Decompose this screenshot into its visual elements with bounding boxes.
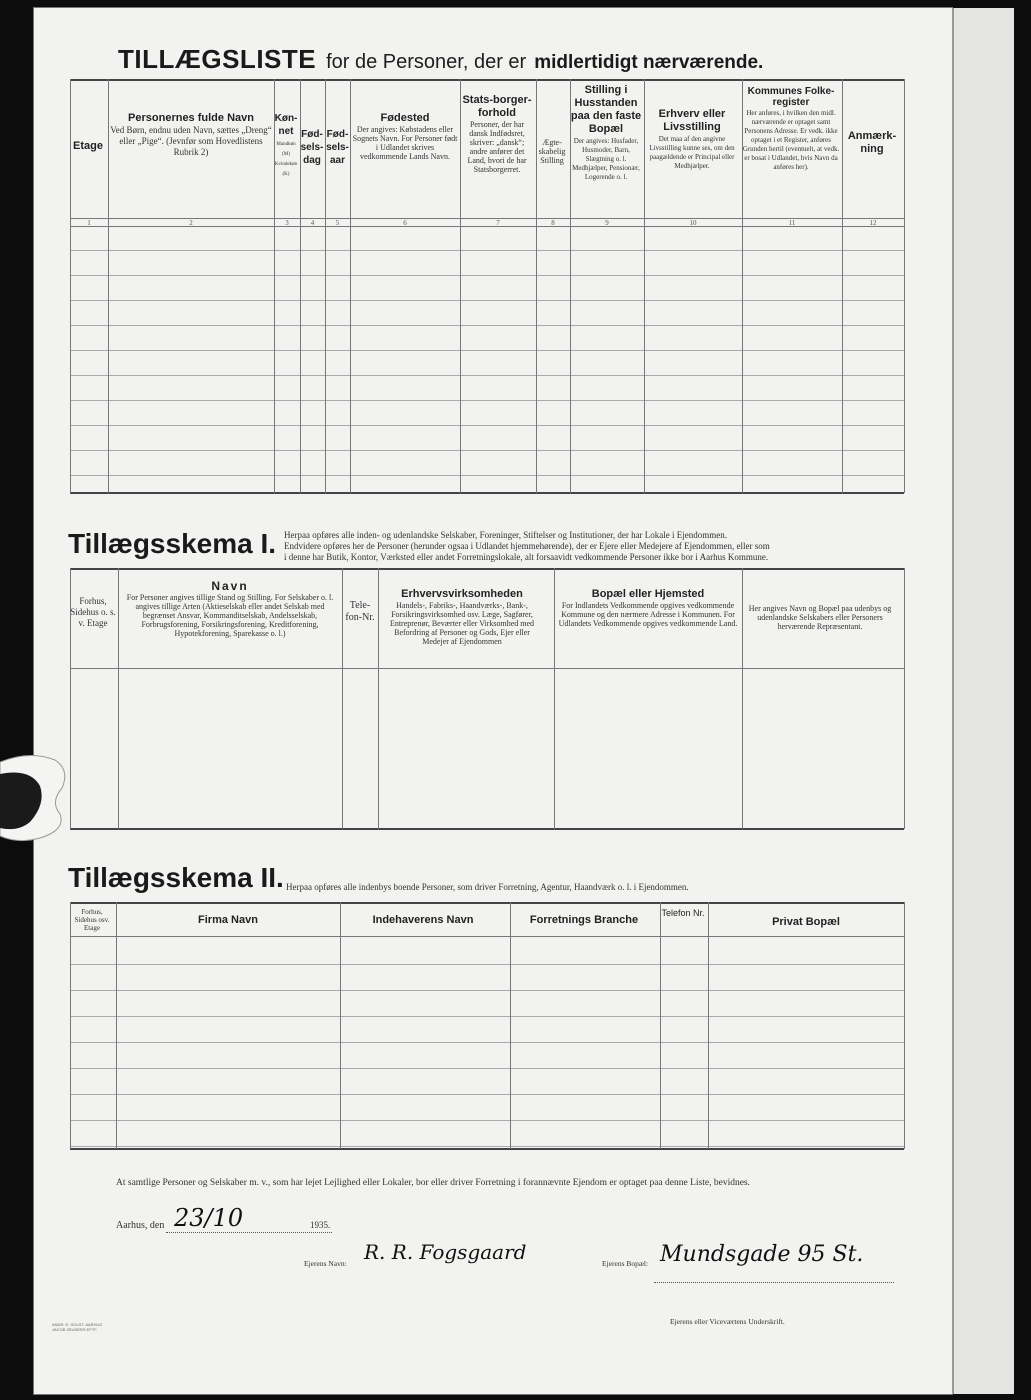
list-column-number: 6 <box>403 219 407 227</box>
list-column-number: 8 <box>551 219 555 227</box>
skema2-row-line <box>70 1094 904 1095</box>
printer-mark: ANDR. E. HOLST. AARHUS JACOB ZEUNERS EFTF. <box>52 1322 103 1332</box>
list-header-kon: Køn-net Mandkøn (M) Kvindekøn (K) <box>274 113 298 177</box>
list-column-number: 7 <box>496 219 500 227</box>
skema2-header-telefon: Telefon Nr. <box>661 908 705 918</box>
list-column-line <box>108 79 109 493</box>
list-column-number: 2 <box>189 219 193 227</box>
skema1-header-telefon: Tele-fon-Nr. <box>345 600 375 623</box>
list-header-fodselsdag: Fød-sels-dag <box>300 129 324 166</box>
skema2-header-branche: Forretnings Branche <box>529 914 639 926</box>
skema1-column-line <box>378 568 379 829</box>
list-row-line <box>70 450 904 451</box>
list-column-number: 10 <box>689 219 697 227</box>
list-column-number: 1 <box>87 219 91 227</box>
skema1-column-line <box>742 568 743 829</box>
next-page-edge <box>952 8 1014 1394</box>
list-row-line <box>70 400 904 401</box>
skema2-column-line <box>510 902 511 1149</box>
owner-addr-label: Ejerens Bopæl: <box>602 1259 649 1268</box>
skema2-column-line <box>708 902 709 1149</box>
list-header-folkeregister: Kommunes Folke-register Her anføres, i hvilken den midl. nærværende er optaget samt Personens Adresse. Er vedk. ikke optaget i et Register, anføres Grunden hertil (eventuelt, at vedk. er bosat i Udlandet, hvis Navn da anføres her). <box>742 86 840 171</box>
skema2-row-line <box>70 1146 904 1147</box>
list-header-erhverv: Erhverv eller Livsstilling Det maa af den angivne Livsstilling kunne ses, om den paagældende er Principal eller Medhjælper. <box>649 108 735 170</box>
skema2-column-line <box>116 902 117 1149</box>
list-header-aegteskab: Ægte-skabelig Stilling <box>538 138 566 165</box>
main-title-bold: TILLÆGSLISTE <box>118 44 317 74</box>
skema2-description: Herpaa opføres alle indenbys boende Personer, som driver Forretning, Agentur, Haandværk o. l. i Ejendommen. <box>286 882 689 892</box>
list-row-line <box>70 350 904 351</box>
list-header-fodselsaar: Fød-sels-aar <box>326 129 349 166</box>
list-column-line <box>350 79 351 493</box>
list-header-fodested: Fødested Der angives: Købstadens eller Sognets Navn. For Personer født i Udlandet skrives vedkommende Lands Navn. <box>352 112 458 161</box>
signature-label: Ejerens eller Viceværtens Underskrift. <box>670 1317 785 1326</box>
list-column-line <box>904 79 905 493</box>
skema2-column-line <box>904 902 905 1149</box>
owner-name-label: Ejerens Navn: <box>304 1259 347 1268</box>
list-row-line <box>70 375 904 376</box>
list-column-number: 9 <box>605 219 609 227</box>
skema2-row-line <box>70 990 904 991</box>
skema2-header-firma: Firma Navn <box>198 914 258 926</box>
skema1-column-line <box>904 568 905 829</box>
skema1-header-erhverv: Erhvervsvirksomheden Handels-, Fabriks-, Haandværks-, Bank-, Forsikringsvirksomhed osv. Læge, Sagfører, Entreprenør, Beværter eller Virksomhed med Befordring af Personer og Gods, Ejer eller Medejer af Ejendommen <box>389 588 535 646</box>
skema1-header-bopael: Bopæl eller Hjemsted For Indlandets Vedkommende opgives vedkommende Kommune og den nærmere Adresse i Kommunen. For Udlandets Vedkommende opgives vedkommende Land. <box>558 588 738 628</box>
list-column-number: 11 <box>788 219 796 227</box>
list-row-line <box>70 250 904 251</box>
list-row-line <box>70 425 904 426</box>
list-column-number: 4 <box>310 219 315 227</box>
date-line <box>166 1232 332 1233</box>
skema1-header-repraesentant: Her angives Navn og Bopæl paa udenbys og udenlandske Selskabers eller Personers herværende Repræsentant. <box>748 604 892 631</box>
skema2-row-line <box>70 1042 904 1043</box>
skema1-description: Herpaa opføres alle inden- og udenlandske Selskaber, Foreninger, Stiftelser og Institutioner, der har Lokale i Ejendommen. Endvidere opføres her de Personer (herunder ogsaa i Udlandet hjemmehørende), der er Ejere eller Medejere af Ejendommen, eller som i denne har Butik, Kontor, Værksted eller andet Forretningslokale, alt forsaavidt vedkommende Personer ikke bor i Aarhus Kommune. <box>284 530 770 562</box>
skema1-title: Tillægsskema I. <box>68 528 277 559</box>
list-header-anmaerkning: Anmærk-ning <box>847 130 897 155</box>
skema2-header-indehaver: Indehaverens Navn <box>372 914 474 926</box>
list-row-line <box>70 325 904 326</box>
footer-statement: At samtlige Personer og Selskaber m. v., som har lejet Lejlighed eller Lokaler, bor eller driver Forretning i forannævnte Ejendom er optaget paa denne Liste, bevidnes. <box>116 1178 750 1188</box>
skema2-column-line <box>340 902 341 1149</box>
main-title-rest: for de Personer, der er <box>326 51 527 73</box>
skema2-header-bopael: Privat Bopæl <box>772 916 840 928</box>
owner-addr-handwritten: Mundsgade 95 St. <box>660 1242 864 1267</box>
binder-clip-icon <box>0 752 70 842</box>
skema2-row-line <box>70 1120 904 1121</box>
signature-line <box>654 1282 894 1283</box>
footer-place-label: Aarhus, den <box>116 1220 165 1231</box>
list-column-number: 5 <box>335 219 340 227</box>
skema2-column-line <box>70 902 71 1149</box>
skema1-column-line <box>554 568 555 829</box>
skema2-header-etage: Forhus, Sidehus osv. Etage <box>74 908 110 932</box>
form-page <box>34 8 952 1394</box>
skema1-header-etage: Forhus, Sidehus o. s. v. Etage <box>70 596 116 628</box>
owner-name-handwritten: R. R. Fogsgaard <box>364 1240 527 1264</box>
date-handwritten: 23/10 <box>174 1204 244 1232</box>
list-column-number: 3 <box>285 219 289 227</box>
list-column-number: 12 <box>869 219 877 227</box>
footer-year: 1935. <box>310 1220 331 1230</box>
list-header-etage: Etage <box>73 140 103 152</box>
skema2-row-line <box>70 1068 904 1069</box>
skema2-row-line <box>70 1016 904 1017</box>
main-title <box>118 44 763 75</box>
list-row-line <box>70 300 904 301</box>
skema2-title: Tillægsskema II. <box>68 862 284 893</box>
list-header-statsborger: Stats-borger-forhold Personer, der har dansk Indfødsret, skriver: „dansk“; andre anfører det Land, hvori de har Statsborgerret. <box>462 94 532 174</box>
main-title-bold2: midlertidigt nærværende. <box>534 52 764 73</box>
skema2-row-line <box>70 964 904 965</box>
list-row-line <box>70 275 904 276</box>
skema2-column-line <box>660 902 661 1149</box>
list-header-stilling: Stilling i Husstanden paa den faste Bopæl Der angives: Husfader, Husmoder, Barn, Slægtning o. l. Medhjælper, Pensionær, Logerende o. l. <box>570 84 642 181</box>
skema1-header-navn: Navn For Personer angives tillige Stand og Stilling. For Selskaber o. l. angives tillige Arten (Aktieselskab eller andet Selskab med begrænset Ansvar, Kommanditselskab, Andelsselskab, Forbrugsforening, Forsikringsforening, Kreditforening, Hypotekforening, Sparekasse o. l.) <box>126 579 334 638</box>
skema1-column-line <box>118 568 119 829</box>
list-header-navn: Personernes fulde Navn Ved Børn, endnu uden Navn, sættes „Dreng“ eller „Pige“. (Jevnfør som Hovedlistens Rubrik 2) <box>110 112 272 157</box>
list-row-line <box>70 475 904 476</box>
